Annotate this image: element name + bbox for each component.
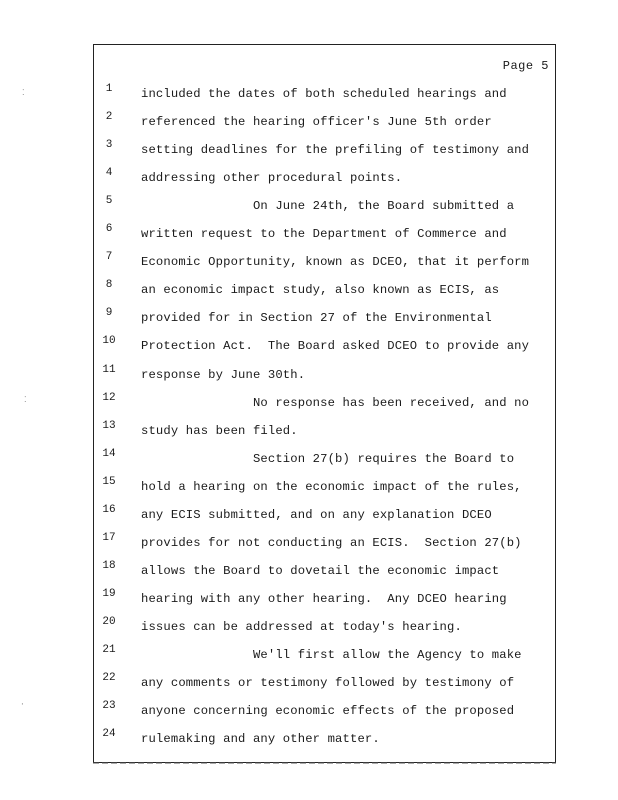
margin-mark: · <box>20 700 25 709</box>
transcript-line <box>94 419 555 441</box>
transcript-line <box>94 447 555 469</box>
transcript-line <box>94 334 555 356</box>
line-number: 19 <box>102 587 116 600</box>
line-number: 23 <box>102 700 116 713</box>
transcript-line <box>94 587 555 609</box>
line-number: 2 <box>105 111 113 124</box>
line-number: 9 <box>105 307 113 320</box>
line-number: 16 <box>102 503 116 516</box>
transcript-line <box>94 559 555 581</box>
line-number: 12 <box>102 391 116 404</box>
transcript-line <box>94 615 555 637</box>
line-text: an economic impact study, also known as ECIS, as <box>141 283 500 298</box>
line-number: 1 <box>105 83 113 95</box>
line-text: No response has been received, and no <box>141 395 530 410</box>
line-text: On June 24th, the Board submitted a <box>141 199 515 214</box>
line-number: 14 <box>102 447 116 460</box>
line-number: 15 <box>102 475 116 488</box>
line-text: provided for in Section 27 of the Environmental <box>141 311 492 326</box>
transcript-line <box>94 643 555 665</box>
transcript-line <box>94 250 555 272</box>
transcript-line <box>94 727 555 749</box>
line-number: 3 <box>105 139 113 152</box>
line-text: hold a hearing on the economic impact of the rules, <box>141 479 522 494</box>
transcript-line <box>94 222 555 244</box>
line-number: 11 <box>102 363 116 376</box>
line-number: 4 <box>105 167 113 180</box>
line-text: any comments or testimony followed by testimony of <box>141 676 515 691</box>
line-text: setting deadlines for the prefiling of testimony and <box>141 143 530 158</box>
line-number: 13 <box>102 419 116 432</box>
line-number: 6 <box>105 223 113 236</box>
transcript-line <box>94 699 555 721</box>
transcript-line <box>94 475 555 497</box>
line-number: 20 <box>102 615 116 628</box>
margin-mark: ⁚ <box>22 89 25 98</box>
line-number: 24 <box>102 728 116 741</box>
line-text: issues can be addressed at today's hearing. <box>141 619 462 634</box>
transcript-line <box>94 166 555 188</box>
line-text: Economic Opportunity, known as DCEO, that it perform <box>141 255 530 270</box>
line-number: 18 <box>102 559 116 572</box>
line-number: 8 <box>105 279 113 292</box>
transcript-line <box>94 363 555 385</box>
line-text: study has been filed. <box>141 423 298 438</box>
line-number: 22 <box>102 672 116 685</box>
line-text: anyone concerning economic effects of the proposed <box>141 704 515 719</box>
transcript-page <box>93 44 556 763</box>
line-number: 7 <box>105 251 113 264</box>
line-text: included the dates of both scheduled hearings and <box>141 87 507 101</box>
transcript-line <box>94 110 555 132</box>
line-text: addressing other procedural points. <box>141 171 403 186</box>
line-text: provides for not conducting an ECIS. Section 27(b) <box>141 535 522 550</box>
transcript-line <box>94 671 555 693</box>
line-number: 21 <box>102 644 116 656</box>
page-number: Page 5 <box>502 59 549 73</box>
transcript-line <box>94 82 555 104</box>
transcript-line <box>94 531 555 553</box>
line-number: 10 <box>102 335 116 348</box>
line-text: rulemaking and any other matter. <box>141 732 380 747</box>
line-text: written request to the Department of Commerce and <box>141 227 507 242</box>
line-text: Protection Act. The Board asked DCEO to provide any <box>141 339 530 354</box>
line-text: referenced the hearing officer's June 5th order <box>141 115 492 130</box>
line-text: any ECIS submitted, and on any explanation DCEO <box>141 507 492 522</box>
transcript-line <box>94 391 555 413</box>
line-text: response by June 30th. <box>141 367 306 382</box>
line-text: We'll first allow the Agency to make <box>141 648 522 662</box>
margin-mark: ⁚ <box>24 396 27 405</box>
line-text: hearing with any other hearing. Any DCEO hearing <box>141 591 507 606</box>
line-number: 5 <box>105 195 113 208</box>
line-text: Section 27(b) requires the Board to <box>141 451 515 466</box>
transcript-line <box>94 194 555 216</box>
line-number: 17 <box>102 531 116 544</box>
line-text: allows the Board to dovetail the economic impact <box>141 563 500 578</box>
transcript-line <box>94 138 555 160</box>
transcript-line <box>94 306 555 328</box>
transcript-line <box>94 278 555 300</box>
scan-edge <box>93 762 556 764</box>
transcript-line <box>94 503 555 525</box>
